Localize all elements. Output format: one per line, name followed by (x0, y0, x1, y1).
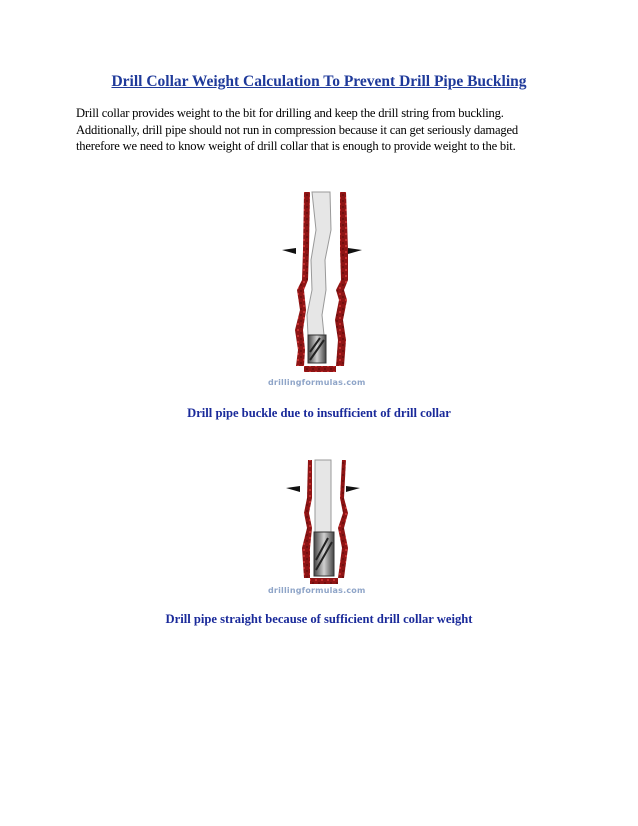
intro-line: Additionally, drill pipe should not run in compression because it can get seriously damaged (76, 122, 518, 137)
straight-drill-pipe (315, 460, 331, 532)
intro-line: therefore we need to know weight of drill collar that is enough to provide weight to the bit. (76, 139, 516, 153)
formation-arrow-left (286, 486, 300, 492)
buckled-pipe-diagram (278, 190, 368, 375)
watermark: drillingformulas.com (268, 586, 366, 595)
buckled-drill-pipe (307, 192, 331, 335)
page-title[interactable]: Drill Collar Weight Calculation To Prevent Drill Pipe Buckling (111, 73, 527, 90)
watermark: drillingformulas.com (268, 378, 366, 387)
figure-caption: Drill pipe straight because of sufficient drill collar weight (165, 612, 473, 626)
figure-caption: Drill pipe buckle due to insufficient of drill collar (187, 406, 451, 420)
intro-line: Drill collar provides weight to the bit for drilling and keep the drill string from buckling. (76, 106, 504, 120)
formation-arrow-left (282, 248, 296, 254)
straight-pipe-diagram (278, 458, 368, 588)
intro-paragraph (76, 105, 546, 155)
formation-arrow-right (348, 248, 362, 254)
formation-arrow-right (346, 486, 360, 492)
